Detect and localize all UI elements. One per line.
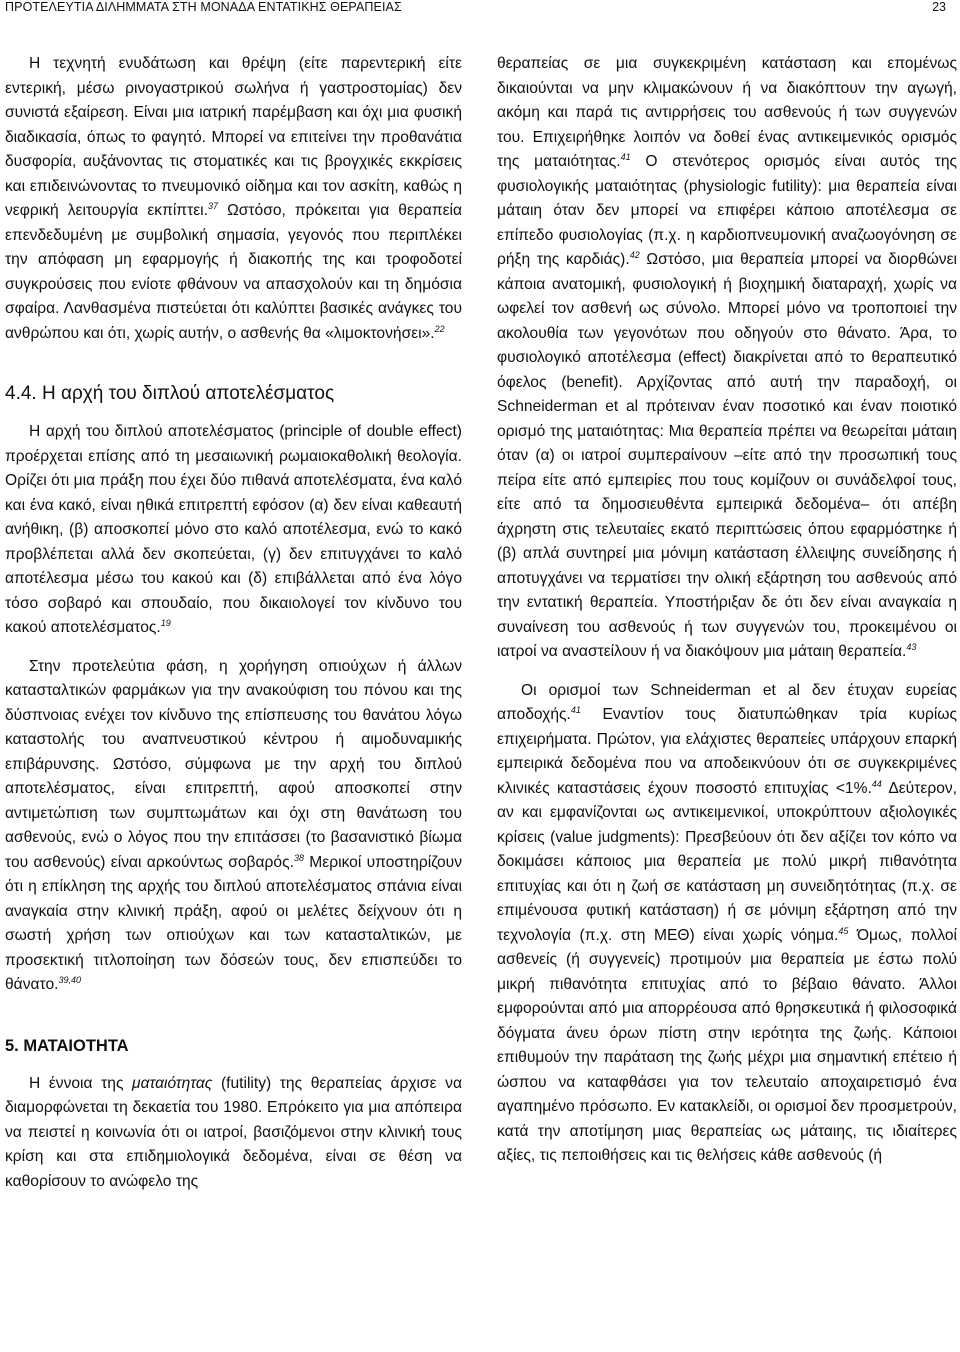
text-span: Εναντίον τους διατυπώθηκαν τρία κυρίως επιχειρήματα. Πρώτον, για ελάχιστες θεραπείες υπάρχουν επαρκή εμπειρικά δεδομένα που να αποδεικνύουν ότι σε συγκεκριμένες κλινικές καταστάσεις έχουν ποσοστό επιτυχίας <1%.: [497, 706, 957, 797]
text-span: Η αρχή του διπλού αποτελέσματος (principle of double effect) προέρχεται επίσης από τη μεσαιωνική ρωμαιοκαθολική θεολογία. Ορίζει ότι μια πράξη που έχει δύο πιθανά αποτελέσματα, ένα καλό και ένα κακό, είναι ηθικά επιτρεπτή εφόσον (α) δεν είναι καθεαυτή ανήθικη, (β) αποσκοπεί μόνο στο καλό αποτέλεσμα, ενώ το κακό προβλέπεται αλλά δεν σκοπεύεται, (γ) δεν επιτυγχάνει το καλό αποτέλεσμα μέσω του κακού και (δ) επιβάλλεται από ένα λόγο τόσο σοβαρό και σπουδαίο, που δικαιολογεί τον κίνδυνο του κακού αποτελέσματος.: [5, 423, 462, 636]
section-heading-4-4: 4.4. Η αρχή του διπλού αποτελέσματος: [5, 383, 335, 404]
paragraph-critique: [497, 679, 957, 1169]
text-span: Στην προτελεύτια φάση, η χορήγηση οπιούχων ή άλλων κατασταλτικών φαρμάκων για την ανακούφιση του πόνου και της δύσπνοιας ενέχει τον κίνδυνο της επίσπευσης του θανάτου λόγω καταστολής του αναπνευστικού κέντρου ή αιμοδυναμικής επιβάρυνσης. Ωστόσο, σύμφωνα με την αρχή του διπλού αποτελέσματος, είναι επιτρεπτή, αφού αποσκοπεί στην αντιμετώπιση των συμπτωμάτων και όχι στη θανάτωση του ασθενούς, ενώ ο λόγος που την επιτάσσει (το βασανιστικό βίωμα του ασθενούς) είναι αρκούντως σοβαρός.: [5, 657, 462, 871]
citation-ref: 44: [871, 778, 882, 789]
text-span: Όμως, πολλοί ασθενείς (ή συγγενείς) προτιμούν μια θεραπεία με έστω πολύ μικρή πιθανότητα επιτυχίας από το βέβαιο θάνατο. Άλλοι εμφορούνται από μια απορρέουσα από θρησκευτικά ή φιλοσοφικά δόγματα άνευ όρων πίστη στην ιερότητα της ζωής. Κάποιοι επιθυμούν την παράταση της ζωής μέχρι μια σημαντική επέτειο ή ώσπου να καταφθάσει για τον τελευταίο αποχαιρετισμό ένα αγαπημένο πρόσωπο. Εν κατακλείδι, οι ορισμοί δεν προσμετρούν, κατά την αποτίμηση μιας θεραπείας ως μάταιης, τις ιδιαίτερες αξίες, τις πεποιθήσεις και τις θελήσεις κάθε ασθενούς (ή: [497, 926, 958, 1164]
citation-ref: 41: [620, 151, 631, 162]
right-column: [497, 52, 957, 1169]
emphasis-term: ματαιότητας: [132, 1074, 213, 1092]
text-span: (futility) της θεραπείας άρχισε να διαμορφώνεται τη δεκαετία του 1980. Επρόκειτο για μια απόπειρα να πειστεί η κοινωνία ότι οι ιατροί, βασιζόμενοι στην κλινική τους κρίση και στα επιδημιολογικά δεδομένα, είναι σε θέση να καθορίσουν το ανώφελο της: [5, 1074, 462, 1190]
paragraph-gap: [497, 665, 957, 679]
left-column: [5, 52, 462, 1194]
paragraph-artificial-nutrition: [5, 52, 462, 346]
running-header-title: ΠΡΟΤΕΛΕΥΤΙΑ ΔΙΛΗΜΜΑΤΑ ΣΤΗ ΜΟΝΑΔΑ ΕΝΤΑΤΙΚΗΣ ΘΕΡΑΠΕΙΑΣ: [5, 0, 402, 14]
citation-ref: 43: [906, 641, 917, 652]
text-span: Οι ορισμοί των Schneiderman et al δεν έτυχαν ευρείας αποδοχής.: [497, 681, 957, 723]
page-number: 23: [932, 0, 946, 14]
citation-ref: 42: [629, 249, 640, 260]
text-span: Η έννοια της: [29, 1074, 133, 1092]
paragraph-gap: [5, 641, 462, 655]
citation-ref: 37: [207, 200, 218, 211]
citation-ref: 22: [434, 323, 445, 334]
text-span: θεραπείας σε μια συγκεκριμένη κατάσταση και επομένως δικαιούνται να μην κλιμακώνουν ή να διακόπτουν την αγωγή, ακόμη και παρά τις αντιρρήσεις του ασθενούς ή των συγγενών του. Επιχειρήθηκε λοιπόν να δοθεί ένας αντικειμενικός ορισμός της ματαιότητας.: [497, 55, 957, 170]
paragraph-opioids: [5, 655, 462, 998]
citation-ref: 38: [293, 852, 304, 863]
paragraph-futility-intro: [5, 1072, 462, 1195]
citation-ref: 39,40: [58, 974, 81, 985]
text-span: Ωστόσο, μια θεραπεία μπορεί να διορθώνει κάποια ανατομική, φυσιολογική ή βιοχημική διαταραχή, χωρίς να ωφελεί τον ασθενή ως σύνολο. Μπορεί μόνο να τροποποιεί την ακολουθία των γεγονότων που οδηγούν στο θάνατο. Άρα, το φυσιολογικό αποτέλεσμα (effect) διακρίνεται από το θεραπευτικό όφελος (benefit). Αρχίζοντας από αυτή την παραδοχή, οι Schneiderman et al πρότειναν έναν ποσοτικό και έναν ποιοτικό ορισμό της ματαιότητας: Μια θεραπεία πρέπει να θεωρείται μάταιη όταν (α) οι ιατροί συμπεραίνουν –είτε από την προσωπική τους πείρα είτε από εμπειρίες που τους κομίζουν οι συνάδελφοί τους, είτε από τα δημοσιευθέντα εμπειρικά δεδομένα– ότι απέβη άχρηστη στις τελευταίες εκατό περιπτώσεις όπου εφαρμόστηκε ή (β) απλά συντηρεί μια μόνιμη κατάσταση έλλειψης συνείδησης ή αποτυγχάνει να τερματίσει την ολική εξάρτηση του ασθενούς από την εντατική θεραπεία. Υποστήριξαν δε ότι δεν είναι αναγκαία η συναίνεση του ασθενούς ή των συγγενών του, προκειμένου οι ιατροί να αναστείλουν ή να διακόψουν μια μάταιη θεραπεία.: [497, 251, 957, 660]
text-span: Δεύτερον, αν και εμφανίζονται ως αντικειμενικοί, υποκρύπτουν αξιολογικές κρίσεις (value judgments): Πρεσβεύουν ότι δεν αξίζει τον κόπο να δοκιμάσει κάποιος μια θεραπεία με πολύ μικρή πιθανότητα επιτυχίας και ότι η ζωή σε κατάσταση μη συνειδητότητας (π.χ. σε επιμένουσα φυτική κατάσταση) ή σε μόνιμη εξάρτηση από την τεχνολογία (π.χ. στη ΜΕΘ) είναι χωρίς νόημα.: [497, 779, 957, 944]
text-span: Μερικοί υποστηρίζουν ότι η επίκληση της αρχής του διπλού αποτελέσματος σπάνια είναι αναγκαία στην κλινική πράξη, αφού οι μελέτες δείχνουν ότι η σωστή χρήση των οπιούχων και των κατασταλτικών, με προσεκτική τιτλοποίηση των δόσεών τους, δεν επισπεύδει το θάνατο.: [5, 853, 463, 993]
text-span: Ωστόσο, πρόκειται για θεραπεία επενδεδυμένη με συμβολική σημασία, γεγονός που περιπλέκει την απόφαση μη εφαρμογής ή διακοπής της και τροφοδοτεί συγκρούσεις που ενίοτε φθάνουν να απασχολούν και τη δημόσια σφαίρα. Λανθασμένα πιστεύεται ότι καλύπτει βασικές ανάγκες του ανθρώπου και ότι, χωρίς αυτήν, ο ασθενής θα «λιμοκτονήσει».: [5, 202, 463, 342]
citation-ref: 19: [160, 617, 171, 628]
paragraph-double-effect: [5, 420, 462, 641]
paragraph-futility-definitions: [497, 52, 957, 665]
text-span: Η τεχνητή ενυδάτωση και θρέψη (είτε παρεντερική είτε εντερική, μέσω ρινογαστρικού σωλήνα ή γαστροστομίας) δεν συνιστά εξαίρεση. Είναι μια ιατρική παρέμβαση και όχι μια φυσική διαδικασία, όπως το φαγητό. Μπορεί να επιτείνει την προθανάτια δυσφορία, αυξάνοντας τις στοματικές και τις βρογχικές εκκρίσεις και επιδεινώνοντας το πνευμονικό οίδημα και τον ασκίτη, καθώς η νεφρική λειτουργία εκπίπτει.: [5, 55, 462, 219]
text-span: Ο στενότερος ορισμός είναι αυτός της φυσιολογικής ματαιότητας (physiologic futility): μια θεραπεία είναι μάταιη όταν δεν μπορεί να επιφέρει κάποιο αποτέλεσμα σε επίπεδο φυσιολογίας (π.χ. η καρδιοπνευμονική αναζωογόνηση σε ρήξη της καρδιάς).: [497, 153, 958, 268]
citation-ref: 45: [838, 925, 849, 936]
section-heading-5: 5. ΜΑΤΑΙΟΤΗΤΑ: [5, 1036, 129, 1055]
citation-ref: 41: [570, 704, 581, 715]
